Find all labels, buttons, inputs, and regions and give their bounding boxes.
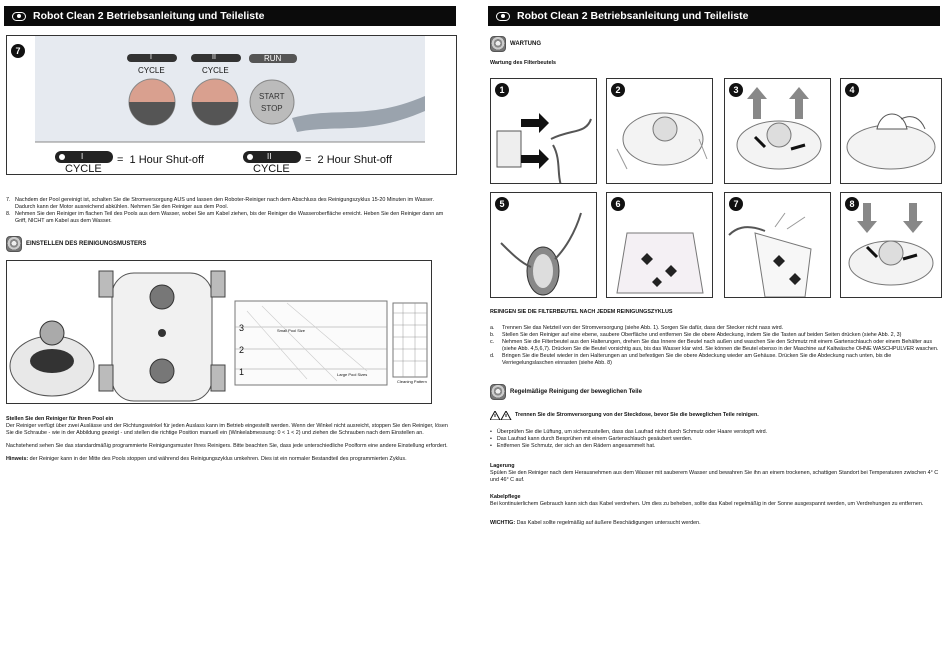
header-pill-icon	[496, 12, 510, 21]
maintenance-figure-8	[840, 192, 942, 298]
legend2-symbol: II	[267, 152, 272, 161]
maintenance-figure-2	[606, 78, 713, 184]
figure-number-5: 5	[495, 197, 509, 211]
start-label: START	[259, 92, 285, 101]
cleaning-pattern-label: Cleaning Pattern	[397, 379, 427, 384]
robot-cover-drawing	[607, 79, 713, 184]
bag-holder-drawing	[491, 193, 597, 298]
hint-paragraph	[6, 456, 454, 463]
figure-number-6: 6	[611, 197, 625, 211]
list-item: • Entfernen Sie Schmutz, der sich an den Rädern angesammelt hat.	[490, 443, 942, 450]
legend2-caption: CYCLE	[253, 163, 290, 175]
filter-subtitle: Wartung des Filterbeutels	[490, 60, 556, 66]
robot-icon	[490, 36, 506, 52]
cable-text: Bei kontinuierlichem Gebrauch kann sich das Kabel verdrehen. Um dies zu beheben, sollte das Kabel regelmäßig in der Sonne ausgespannt werden, um Verdrehungen zu entfernen.	[490, 501, 924, 507]
robot-icon	[6, 236, 22, 252]
maintenance-figure-4	[840, 78, 942, 184]
robot-icon	[490, 384, 506, 400]
maintenance-figure-7	[724, 192, 831, 298]
adjust-section	[6, 416, 454, 463]
warning-icon	[490, 411, 512, 420]
legend1-text: = 1 Hour Shut-off	[117, 154, 204, 166]
large-pool-label: Large Pool Sizes	[337, 372, 368, 377]
maintenance-figure-3	[724, 78, 831, 184]
legend1-symbol: I	[81, 152, 84, 161]
legend1-caption: CYCLE	[65, 163, 102, 175]
clean-step-b: b. Stellen Sie den Reiniger auf eine ebene, saubere Oberfläche und entfernen Sie die obere Abdeckung, indem Sie die Tasten auf beiden Seiten drücken (siehe Abb. 2, 3)	[490, 332, 902, 338]
right-page	[488, 6, 940, 666]
clean-step-c: c. Nehmen Sie die Filterbeutel aus den Halterungen, drehen Sie das Innere der Beutel nach außen und waschen Sie den Schmutz mit einem Gartenschlauch oder einem Behälter aus (siehe Abb. 4,5,6,7). Drücken Sie die Beutel vorsichtig aus, bis das Wasser klar wird. Sie können die Beutel ebenso in der Maschine auf Kaltwäsche OHNE WASCHPULVER waschen.	[490, 339, 939, 352]
list-item: • Das Laufrad kann durch Besprühen mit einem Gartenschlauch gesäubert werden.	[490, 436, 942, 443]
pattern-section-heading: EINSTELLEN DES REINIGUNGSMUSTERS	[6, 236, 146, 252]
inside-out-bag-drawing	[607, 193, 713, 298]
storage-section	[490, 463, 940, 484]
left-header-title: Robot Clean 2 Betriebsanleitung und Teileliste	[33, 10, 265, 22]
clean-step-a: a. Trennen Sie das Netzteil von der Stromversorgung (siehe Abb. 1). Sorgen Sie dafür, dass der Stecker nicht nass wird.	[490, 325, 784, 331]
pattern-text: Nachstehend sehen Sie das standardmäßig programmierte Reinigungsmuster Ihres Reinigers. Bitte beachten Sie, dass jede unterschiedliche Poolform eine andere Einstellung erfordert.	[6, 443, 448, 449]
stop-label: STOP	[261, 104, 283, 113]
important-paragraph	[490, 520, 940, 527]
hint-text: der Reiniger kann in der Mitte des Pools stoppen und während des Reinigungszyklus umkehren. Dies ist ein normaler Bestandteil des programmierten Zyklus.	[29, 456, 407, 462]
maintenance-figure-5	[490, 192, 597, 298]
remove-bag-drawing	[841, 79, 942, 184]
important-label: WICHTIG:	[490, 520, 516, 526]
left-header	[4, 6, 456, 26]
cycle1-button-caption: CYCLE	[138, 66, 165, 75]
warning-line: Trennen Sie die Stromversorgung von der Steckdose, bevor Sie die beweglichen Teile reinigen.	[490, 411, 759, 420]
legend2-text: = 2 Hour Shut-off	[305, 154, 392, 166]
moving-parts-heading: Regelmäßige Reinigung der beweglichen Teile	[490, 384, 642, 400]
list-item: • Überprüfen Sie die Lüftung, um sicherzustellen, dass das Laufrad nicht durch Schmutz oder Haare verstopft wird.	[490, 429, 942, 436]
storage-title: Lagerung	[490, 463, 515, 469]
left-page	[4, 6, 456, 666]
wartung-heading: WARTUNG	[490, 36, 541, 52]
moving-parts-bullets	[490, 429, 942, 450]
figure-number-8: 8	[845, 197, 859, 211]
clean-steps	[490, 325, 942, 367]
figure-number-7: 7	[729, 197, 743, 211]
maintenance-figure-1	[490, 78, 597, 184]
important-text: Das Kabel sollte regelmäßig auf äußere Beschädigungen untersucht werden.	[516, 520, 701, 526]
storage-text: Spülen Sie den Reiniger nach dem Herausnehmen aus dem Wasser mit sauberem Wasser und bewahren Sie ihn an einem trockenen, schattigen Standort bei Temperaturen zwischen 4° C und 46° C auf.	[490, 470, 939, 483]
unplug-drawing	[491, 79, 597, 184]
step-7: 7. Nachdem der Pool gereinigt ist, schalten Sie die Stromversorgung AUS und lassen den Roboter-Reiniger nach dem Abschluss des Reinigungszyklus 15-20 Minuten im Wasser. Dadurch kann der Motor ausreichend abkühlen. Nehmen Sie den Reiniger aus dem Pool.	[6, 197, 434, 210]
cycle2-button-caption: CYCLE	[202, 66, 229, 75]
run-button-label: RUN	[264, 54, 282, 63]
right-header	[488, 6, 940, 26]
robot-drawing	[7, 261, 432, 404]
cycle1-button-label: I	[150, 54, 152, 61]
lift-cover-drawing	[725, 79, 831, 184]
row-label-1: 1	[239, 367, 245, 377]
row-label-2: 2	[239, 345, 245, 355]
figure-number-4: 4	[845, 83, 859, 97]
row-label-3: 3	[239, 323, 245, 333]
cycle2-button-label: II	[212, 54, 216, 61]
pattern-figure	[6, 260, 432, 404]
figure-number-1: 1	[495, 83, 509, 97]
clean-heading: REINIGEN SIE DIE FILTERBEUTEL NACH JEDEM REINIGUNGSZYKLUS	[490, 309, 673, 315]
wash-bag-drawing	[725, 193, 831, 298]
refit-cover-drawing	[841, 193, 942, 298]
cable-section	[490, 494, 940, 508]
header-pill-icon	[12, 12, 26, 21]
figure-number-7: 7	[11, 44, 25, 58]
right-header-title: Robot Clean 2 Betriebsanleitung und Teileliste	[517, 10, 749, 22]
maintenance-figure-6	[606, 192, 713, 298]
cable-title: Kabelpflege	[490, 494, 521, 500]
control-panel-figure	[6, 35, 457, 175]
steps-list	[6, 197, 454, 225]
figure-number-2: 2	[611, 83, 625, 97]
figure-number-3: 3	[729, 83, 743, 97]
hint-label: Hinweis:	[6, 456, 29, 462]
small-pool-label: Small Pool Size	[277, 328, 306, 333]
adjust-title: Stellen Sie den Reiniger für Ihren Pool ein	[6, 416, 114, 422]
adjust-text: Der Reiniger verfügt über zwei Auslässe und der Richtungswinkel für jeden Auslass kann im Betrieb eingestellt werden. Wenn der Winkel nicht ausreicht, stoppen Sie den Reiniger, lösen Sie die Schraube - wie in der Abbildung gezeigt - und stellen die richtige Position manuell ein (Winkelabmessung: 0 < 1 < 2) und ziehen die Schrauben nach dem Einstellen an.	[6, 423, 448, 436]
step-8: 8. Nehmen Sie den Reiniger im flachen Teil des Pools aus dem Wasser, wobei Sie am Kabel ziehen, bis der Reiniger die Wasseroberfläche erreicht. Heben Sie den Reiniger dann am Griff, NICHT am Kabel aus dem Wasser.	[6, 211, 444, 224]
clean-step-d: d. Bringen Sie die Beutel wieder in den Halterungen an und befestigen Sie die obere Abdeckung wieder am Gehäuse. Drücken Sie die Abdeckung nach unten, bis die Verriegelungslaschen einrasten (siehe Abb. 8)	[490, 353, 892, 366]
